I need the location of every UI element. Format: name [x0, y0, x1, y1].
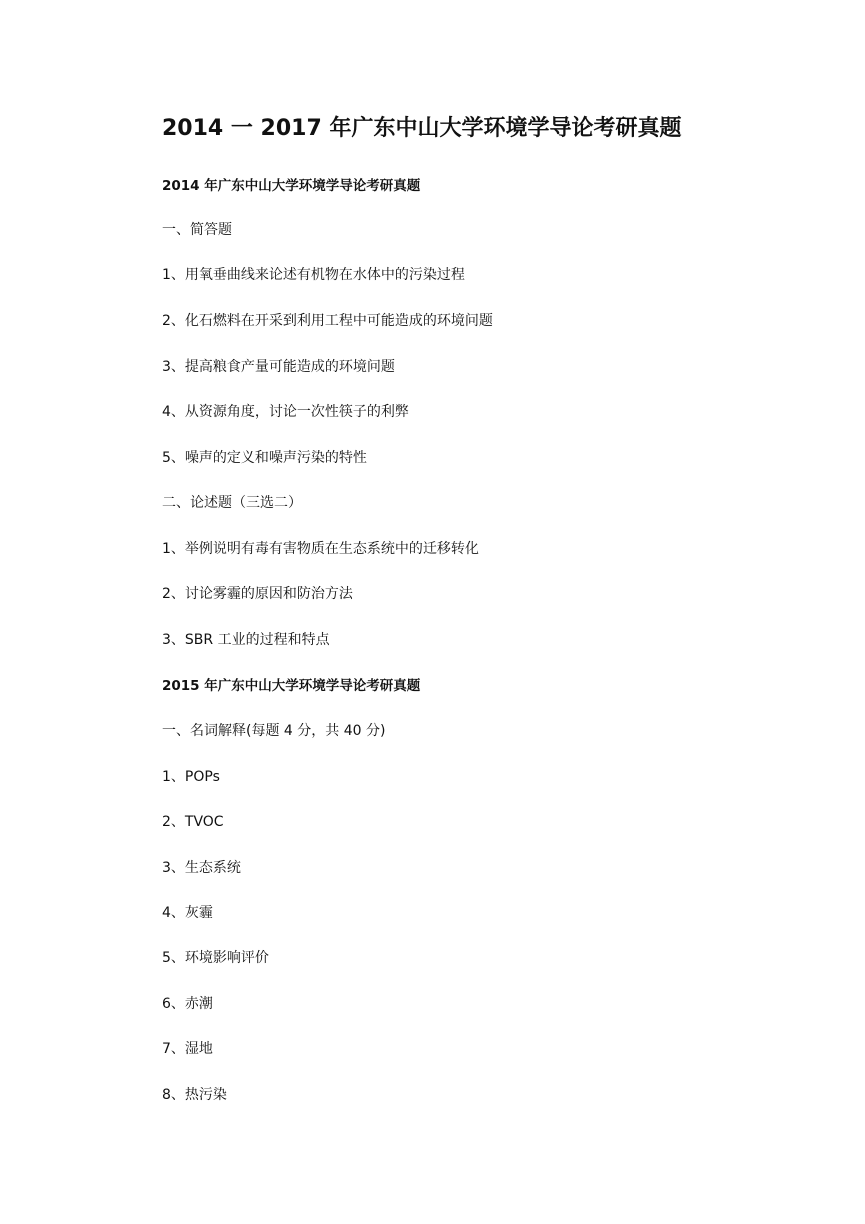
- part-label-short-answer: 一、简答题: [162, 222, 232, 238]
- question-item: 6、赤潮: [162, 996, 213, 1012]
- section-heading-2015: 2015 年广东中山大学环境学导论考研真题: [162, 678, 421, 694]
- question-item: 2、TVOC: [162, 814, 224, 830]
- question-item: 2、化石燃料在开采到利用工程中可能造成的环境问题: [162, 313, 493, 329]
- question-item: 4、从资源角度，讨论一次性筷子的利弊: [162, 404, 409, 420]
- question-item: 3、生态系统: [162, 860, 241, 876]
- question-item: 1、举例说明有毒有害物质在生态系统中的迁移转化: [162, 541, 479, 557]
- part-label-essay: 二、论述题（三选二）: [162, 495, 302, 511]
- question-item: 1、用氧垂曲线来论述有机物在水体中的污染过程: [162, 267, 465, 283]
- question-item: 7、湿地: [162, 1041, 213, 1057]
- section-heading-2014: 2014 年广东中山大学环境学导论考研真题: [162, 178, 421, 194]
- question-item: 2、讨论雾霾的原因和防治方法: [162, 586, 353, 602]
- question-item: 5、环境影响评价: [162, 950, 269, 966]
- document-title: 2014 一 2017 年广东中山大学环境学导论考研真题: [162, 116, 682, 141]
- part-label-term-definitions: 一、名词解释(每题 4 分，共 40 分): [162, 723, 386, 739]
- question-item: 3、SBR 工业的过程和特点: [162, 632, 330, 648]
- question-item: 1、POPs: [162, 769, 220, 785]
- question-item: 8、热污染: [162, 1087, 227, 1103]
- question-item: 5、噪声的定义和噪声污染的特性: [162, 450, 367, 466]
- question-item: 3、提高粮食产量可能造成的环境问题: [162, 359, 395, 375]
- question-item: 4、灰霾: [162, 905, 213, 921]
